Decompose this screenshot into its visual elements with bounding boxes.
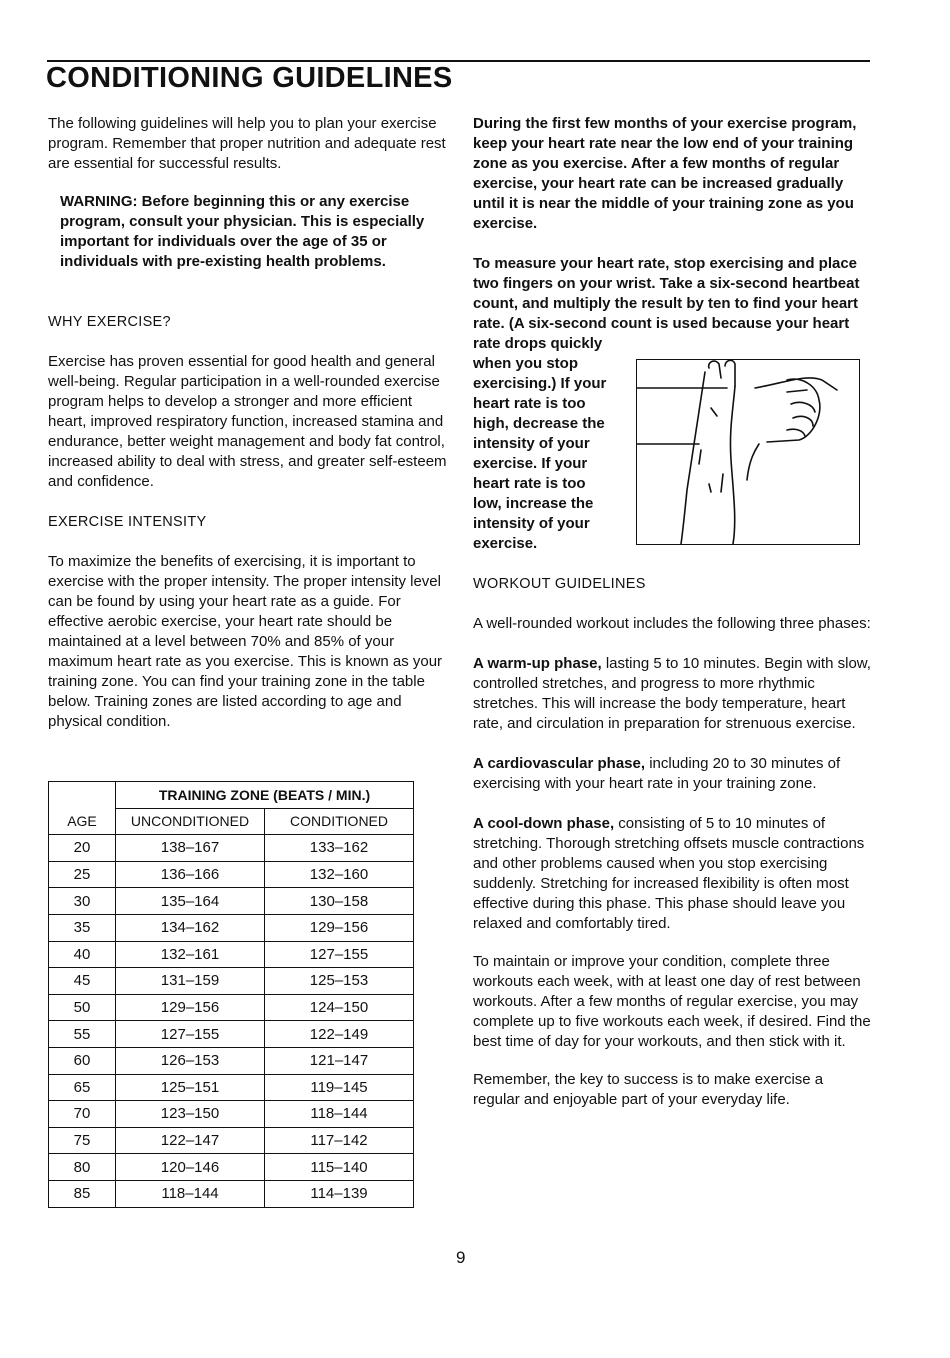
conditioned-cell: 129–156 [265,914,414,941]
why-exercise-text: Exercise has proven essential for good health and general well-being. Regular participation in a well-rounded exercise program helps to develop a stronger and more efficient heart, improved respiratory function, increased stamina and endurance, better weight management and body fat control, increased ability to deal with stress, and greater self-esteem and confidence. [48,353,447,490]
age-header: AGE [49,808,116,835]
age-cell: 80 [49,1154,116,1181]
workout-intro: A well-rounded workout includes the following three phases: [473,615,871,632]
unconditioned-header: UNCONDITIONED [116,808,265,835]
intro-paragraph: The following guidelines will help you to plan your exercise program. Remember that proper nutrition and adequate rest are essential for successful results. [48,115,446,172]
conditioned-cell: 122–149 [265,1021,414,1048]
table-row [49,914,414,941]
exercise-intensity-text: To maximize the benefits of exercising, it is important to exercise with the proper intensity. The proper intensity level can be found by using your heart rate as a guide. For effective aerobic exercise, your heart rate should be maintained at a level between 70% and 85% of your maximum heart rate as you exercise. This is known as your training zone. You can find your training zone in the table below. Training zones are listed according to age and physical condition. [48,553,443,730]
age-cell: 30 [49,888,116,915]
table-row [49,1180,414,1207]
table-row [49,994,414,1021]
conditioned-cell: 117–142 [265,1127,414,1154]
page-number: 9 [456,1248,466,1267]
exercise-intensity-heading: EXERCISE INTENSITY [48,514,207,530]
page-title: CONDITIONING GUIDELINES [46,62,453,94]
cool-down-text: consisting of 5 to 10 minutes of stretching. Thorough stretching offsets muscle contractions and other problems caused when you stop exercising suddenly. Stretching for increased flexibility is often most effective during this phase. This phase should leave you relaxed and comfortably tired. [473,815,865,932]
unconditioned-cell: 120–146 [116,1154,265,1181]
table-row [49,1021,414,1048]
measure-heart-rate-paragraph: To measure your heart rate, stop exercising and place two fingers on your wrist. Take a six-second heartbeat count, and multiply the result by ten to find your heart rate. (A six-second count is used because your heart [473,255,860,332]
conditioned-cell: 121–147 [265,1047,414,1074]
table-corner [49,782,116,809]
age-cell: 50 [49,994,116,1021]
unconditioned-cell: 131–159 [116,968,265,995]
heart-rate-adjust-paragraph: rate drops quickly when you stop exercising.) If your heart rate is too high, decrease the intensity of your exercise. If your heart rate is too low, increase the intensity of your exercise. [473,335,607,552]
training-zone-title: TRAINING ZONE (BEATS / MIN.) [116,782,414,809]
unconditioned-cell: 134–162 [116,914,265,941]
table-row [49,1154,414,1181]
conditioned-header: CONDITIONED [265,808,414,835]
conditioned-cell: 124–150 [265,994,414,1021]
left-column [48,114,448,732]
training-zone-rows [49,835,414,1207]
conditioned-cell: 118–144 [265,1101,414,1128]
unconditioned-cell: 126–153 [116,1047,265,1074]
age-cell: 85 [49,1180,116,1207]
cardiovascular-phase [473,754,873,794]
table-row [49,1074,414,1101]
warm-up-phase [473,654,873,734]
cool-down-phase [473,814,873,934]
unconditioned-cell: 125–151 [116,1074,265,1101]
table-row [49,941,414,968]
warning-paragraph: WARNING: Before beginning this or any exercise program, consult your physician. This is especially important for individuals over the age of 35 or individuals with pre-existing health problems. [60,193,425,270]
why-exercise-heading: WHY EXERCISE? [48,314,171,330]
cardio-text: including 20 to 30 minutes of exercising with your heart rate in your training zone. [473,755,841,792]
conditioned-cell: 130–158 [265,888,414,915]
conditioned-cell: 127–155 [265,941,414,968]
table-row [49,1101,414,1128]
conditioned-cell: 115–140 [265,1154,414,1181]
remember-paragraph: Remember, the key to success is to make exercise a regular and enjoyable part of your everyday life. [473,1071,824,1108]
table-row [49,835,414,862]
conditioned-cell: 132–160 [265,861,414,888]
unconditioned-cell: 129–156 [116,994,265,1021]
maintain-paragraph: To maintain or improve your condition, complete three workouts each week, with at least one day of rest between workouts. After a few months of regular exercise, you may complete up to five workouts each week, if desired. Find the best time of day for your workouts, and then stick with it. [473,953,871,1050]
unconditioned-cell: 135–164 [116,888,265,915]
wrist-pulse-illustration [636,359,860,545]
age-cell: 20 [49,835,116,862]
cardio-lead: A cardiovascular phase, [473,755,646,772]
warm-up-text: lasting 5 to 10 minutes. Begin with slow, controlled stretches, and progress to more rhythmic stretches. This will increase the body temperature, heart rate, and circulation in preparation for strenuous exercise. [473,655,871,732]
age-cell: 70 [49,1101,116,1128]
warm-up-lead: A warm-up phase, [473,655,602,672]
age-cell: 55 [49,1021,116,1048]
wrist-pulse-icon [637,360,859,544]
unconditioned-cell: 122–147 [116,1127,265,1154]
unconditioned-cell: 138–167 [116,835,265,862]
conditioned-cell: 133–162 [265,835,414,862]
cool-down-lead: A cool-down phase, [473,815,615,832]
table-row [49,968,414,995]
age-cell: 65 [49,1074,116,1101]
unconditioned-cell: 132–161 [116,941,265,968]
age-cell: 40 [49,941,116,968]
age-cell: 45 [49,968,116,995]
age-cell: 25 [49,861,116,888]
conditioned-cell: 119–145 [265,1074,414,1101]
age-cell: 75 [49,1127,116,1154]
unconditioned-cell: 127–155 [116,1021,265,1048]
workout-guidelines-heading: WORKOUT GUIDELINES [473,576,646,592]
table-row [49,888,414,915]
age-cell: 35 [49,914,116,941]
table-row [49,861,414,888]
conditioned-cell: 125–153 [265,968,414,995]
unconditioned-cell: 136–166 [116,861,265,888]
training-zone-table [48,781,414,1208]
table-row [49,1047,414,1074]
table-row [49,1127,414,1154]
age-cell: 60 [49,1047,116,1074]
unconditioned-cell: 123–150 [116,1101,265,1128]
conditioned-cell: 114–139 [265,1180,414,1207]
unconditioned-cell: 118–144 [116,1180,265,1207]
first-months-paragraph: During the first few months of your exercise program, keep your heart rate near the low end of your training zone as you exercise. After a few months of regular exercise, your heart rate can be increased gradually until it is near the middle of your training zone as you exercise. [473,115,857,232]
right-column [473,114,873,1110]
